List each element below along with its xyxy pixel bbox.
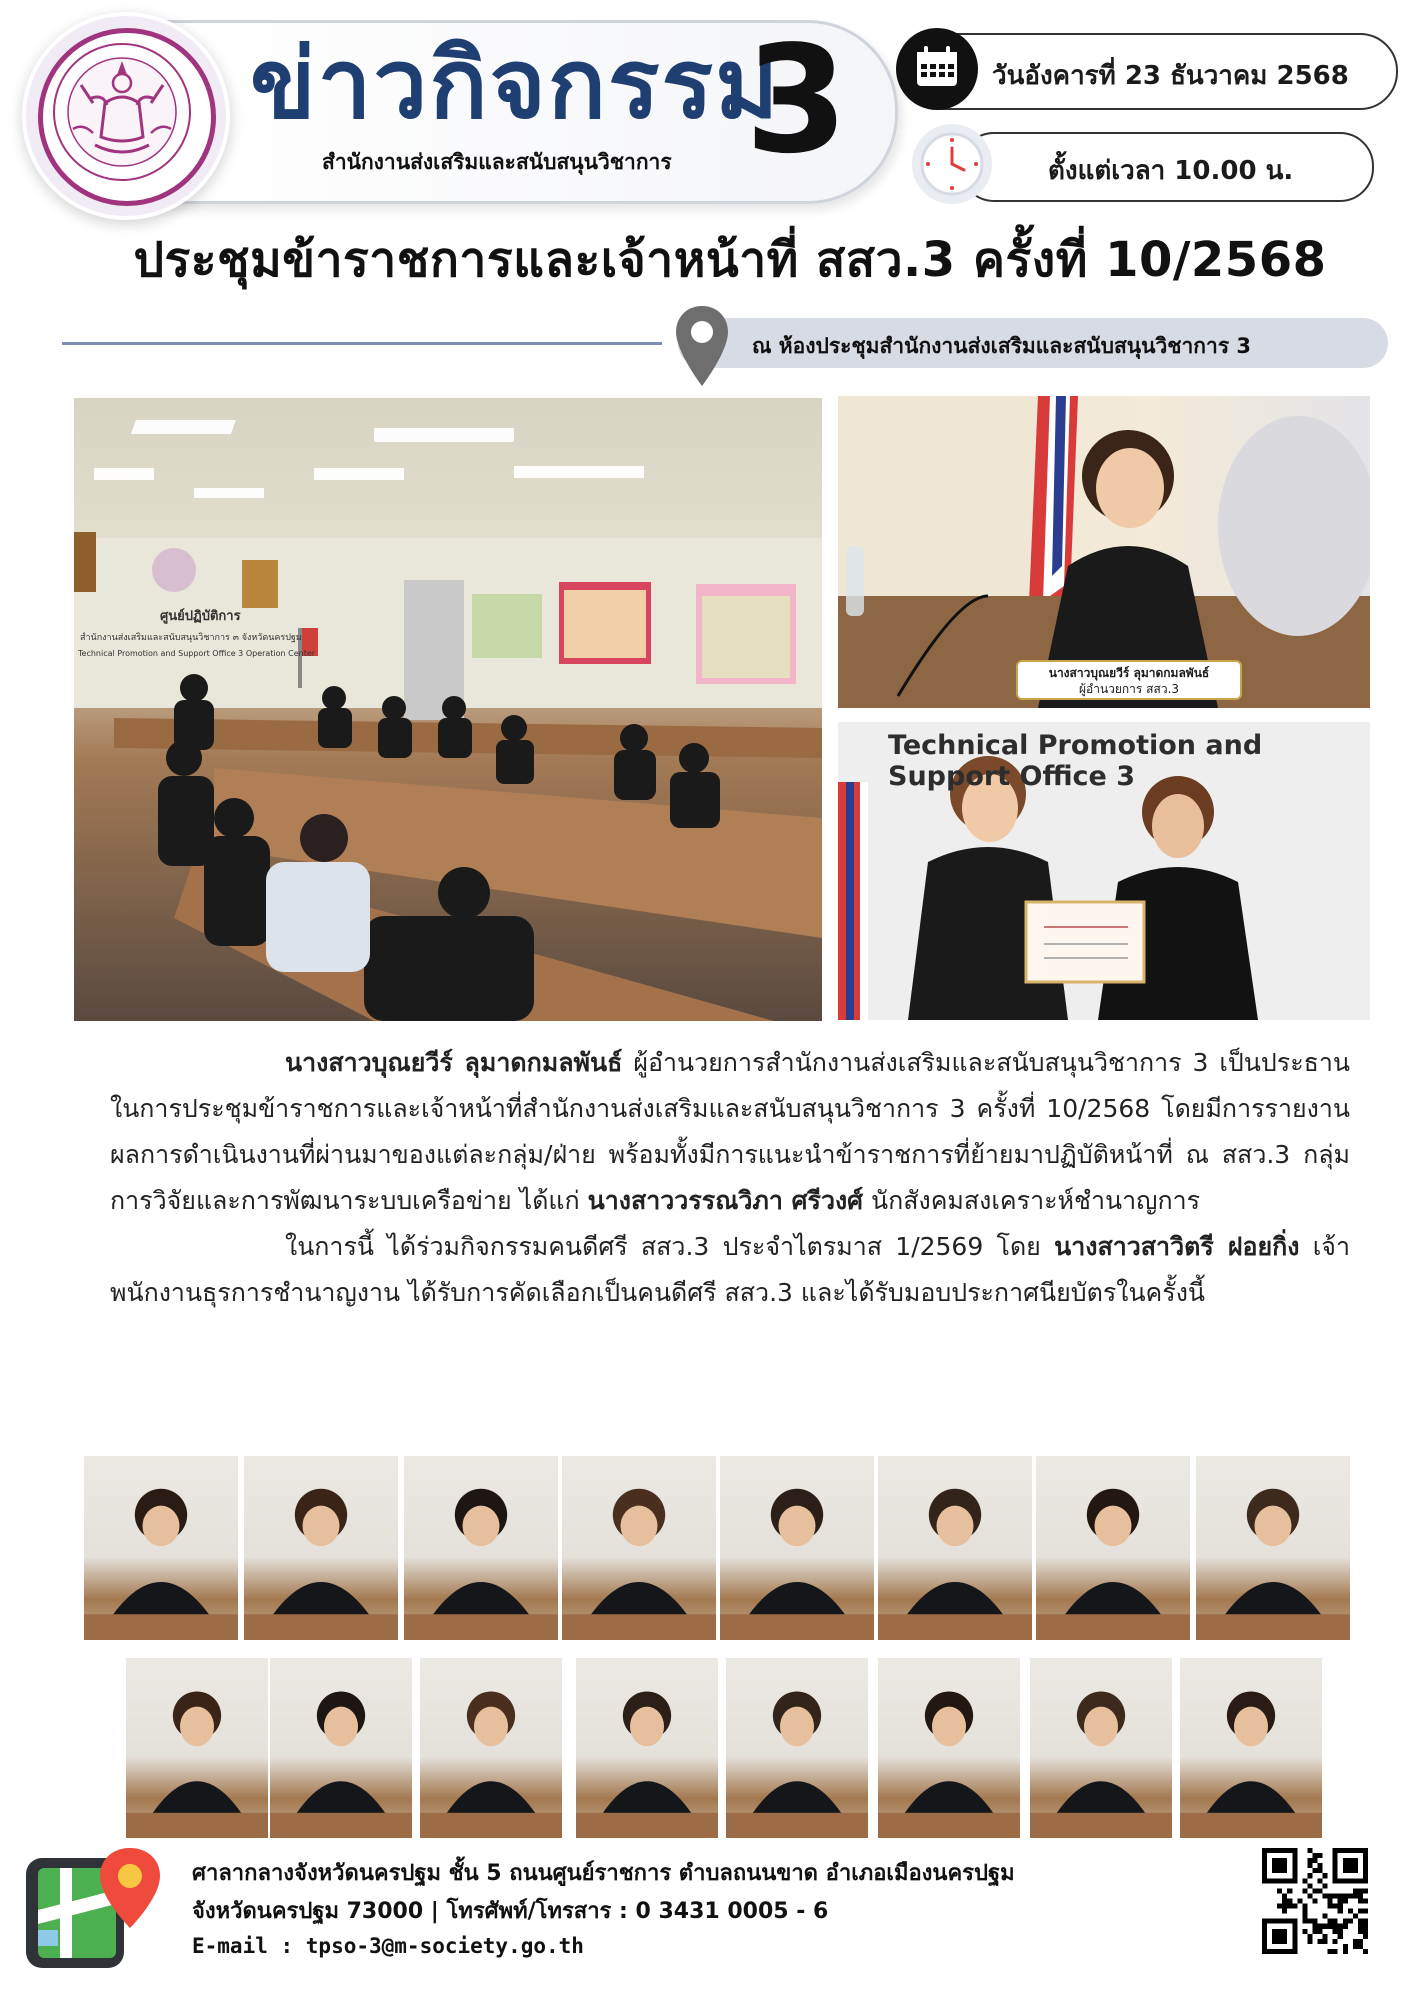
room-sign-text-en: Technical Promotion and Support Office 3 Operation Center bbox=[78, 649, 316, 658]
director-name: นางสาวบุณยวีร์ ลุมาดกมลพันธ์ bbox=[285, 1048, 623, 1077]
portrait-caption bbox=[1016, 660, 1242, 700]
newsletter-subtitle: สำนักงานส่งเสริมและสนับสนุนวิชาการ bbox=[322, 150, 672, 174]
director-portrait-photo bbox=[838, 396, 1370, 708]
participant-photo bbox=[878, 1456, 1032, 1640]
participant-photo bbox=[562, 1456, 716, 1640]
event-location: ณ ห้องประชุมสำนักงานส่งเสริมและสนับสนุนวิชาการ 3 bbox=[752, 334, 1252, 358]
paragraph-1-text: ผู้อำนวยการสำนักงานส่งเสริมและสนับสนุนวิชาการ 3 เป็นประธานในการประชุมข้าราชการและเจ้าหน้าที่สำนักงานส่งเสริมและสนับสนุนวิชาการ 3 ครั้งที่ 10/2568 โดยมีการรายงานผลการดำเนินงานที่ผ่านมาของแต่ละกลุ่ม/ฝ่าย พร้อมทั้งมีการแนะนำข้าราชการที่ย้ายมาปฏิบัติหน้าที่ ณ สสว.3 กลุ่มการวิจัยและการพัฒนาระบบเครือข่าย ได้แก่ bbox=[110, 1048, 1351, 1215]
divider-line bbox=[62, 342, 662, 345]
calendar-icon bbox=[896, 28, 978, 110]
paragraph-2-text: ในการนี้ ได้ร่วมกิจกรรมคนดีศรี สสว.3 ประจำไตรมาส 1/2569 โดย bbox=[285, 1232, 1055, 1261]
article-paragraph-1 bbox=[110, 1040, 1350, 1224]
participant-photo bbox=[576, 1658, 718, 1838]
portrait-caption-name: นางสาวบุณยวีร์ ลุมาดกมลพันธ์ bbox=[1048, 666, 1210, 680]
participant-photo bbox=[878, 1658, 1020, 1838]
map-icon bbox=[20, 1840, 170, 1984]
article-paragraph-2 bbox=[110, 1224, 1350, 1316]
award-backdrop-text: Technical Promotion and Support Office 3 bbox=[888, 730, 1263, 792]
awardee-name: นางสาวสาวิตรี ฝอยกิ่ง bbox=[1054, 1232, 1300, 1261]
event-date: วันอังคารที่ 23 ธันวาคม 2568 bbox=[992, 61, 1349, 91]
portrait-caption-title: ผู้อำนวยการ สสว.3 bbox=[1078, 682, 1180, 696]
participant-photo bbox=[726, 1658, 868, 1838]
newsletter-title: ข่าวกิจกรรม bbox=[250, 28, 781, 140]
participant-photo bbox=[1180, 1658, 1322, 1838]
participant-photo bbox=[1036, 1456, 1190, 1640]
seal-emblem-icon bbox=[43, 33, 211, 201]
participant-photo bbox=[244, 1456, 398, 1640]
participant-photo bbox=[126, 1658, 268, 1838]
paragraph-2-tail: เจ้าพนักงานธุรการชำนาญงาน ได้รับการคัดเลือกเป็นคนดีศรี สสว.3 และได้รับมอบประกาศนียบัตรในครั้งนี้ bbox=[110, 1232, 1350, 1307]
clock-icon bbox=[912, 124, 992, 204]
article-body bbox=[110, 1040, 1350, 1316]
paragraph-1-tail: นักสังคมสงเคราะห์ชำนาญการ bbox=[863, 1186, 1201, 1215]
headline: ประชุมข้าราชการและเจ้าหน้าที่ สสว.3 ครั้งที่ 10/2568 bbox=[133, 232, 1327, 288]
new-staff-name: นางสาววรรณวิภา ศรีวงศ์ bbox=[587, 1186, 864, 1215]
participant-photo bbox=[404, 1456, 558, 1640]
award-ceremony-photo bbox=[838, 722, 1370, 1020]
qr-code bbox=[1262, 1848, 1368, 1954]
seal-logo bbox=[38, 28, 216, 206]
event-time: ตั้งแต่เวลา 10.00 น. bbox=[1048, 156, 1294, 186]
room-sign-text: ศูนย์ปฏิบัติการ bbox=[160, 609, 241, 624]
newsletter-issue-number: 3 bbox=[745, 14, 848, 186]
participant-photo bbox=[720, 1456, 874, 1640]
footer-address-line-2: จังหวัดนครปฐม 73000 | โทรศัพท์/โทรสาร : 0 3431 0005 - 6 bbox=[192, 1899, 829, 1924]
footer-email: E-mail : tpso-3@m-society.go.th bbox=[192, 1934, 584, 1958]
participant-photo bbox=[1196, 1456, 1350, 1640]
participant-photo bbox=[420, 1658, 562, 1838]
participant-photo bbox=[270, 1658, 412, 1838]
location-pin-icon bbox=[672, 302, 732, 394]
meeting-room-photo bbox=[74, 398, 822, 1021]
room-sign-text-2: สำนักงานส่งเสริมและสนับสนุนวิชาการ ๓ จังหวัดนครปฐม bbox=[80, 633, 302, 643]
participant-photo bbox=[84, 1456, 238, 1640]
footer-address-line-1: ศาลากลางจังหวัดนครปฐม ชั้น 5 ถนนศูนย์ราชการ ตำบลถนนขาด อำเภอเมืองนครปฐม bbox=[192, 1861, 1015, 1886]
participant-photo bbox=[1030, 1658, 1172, 1838]
